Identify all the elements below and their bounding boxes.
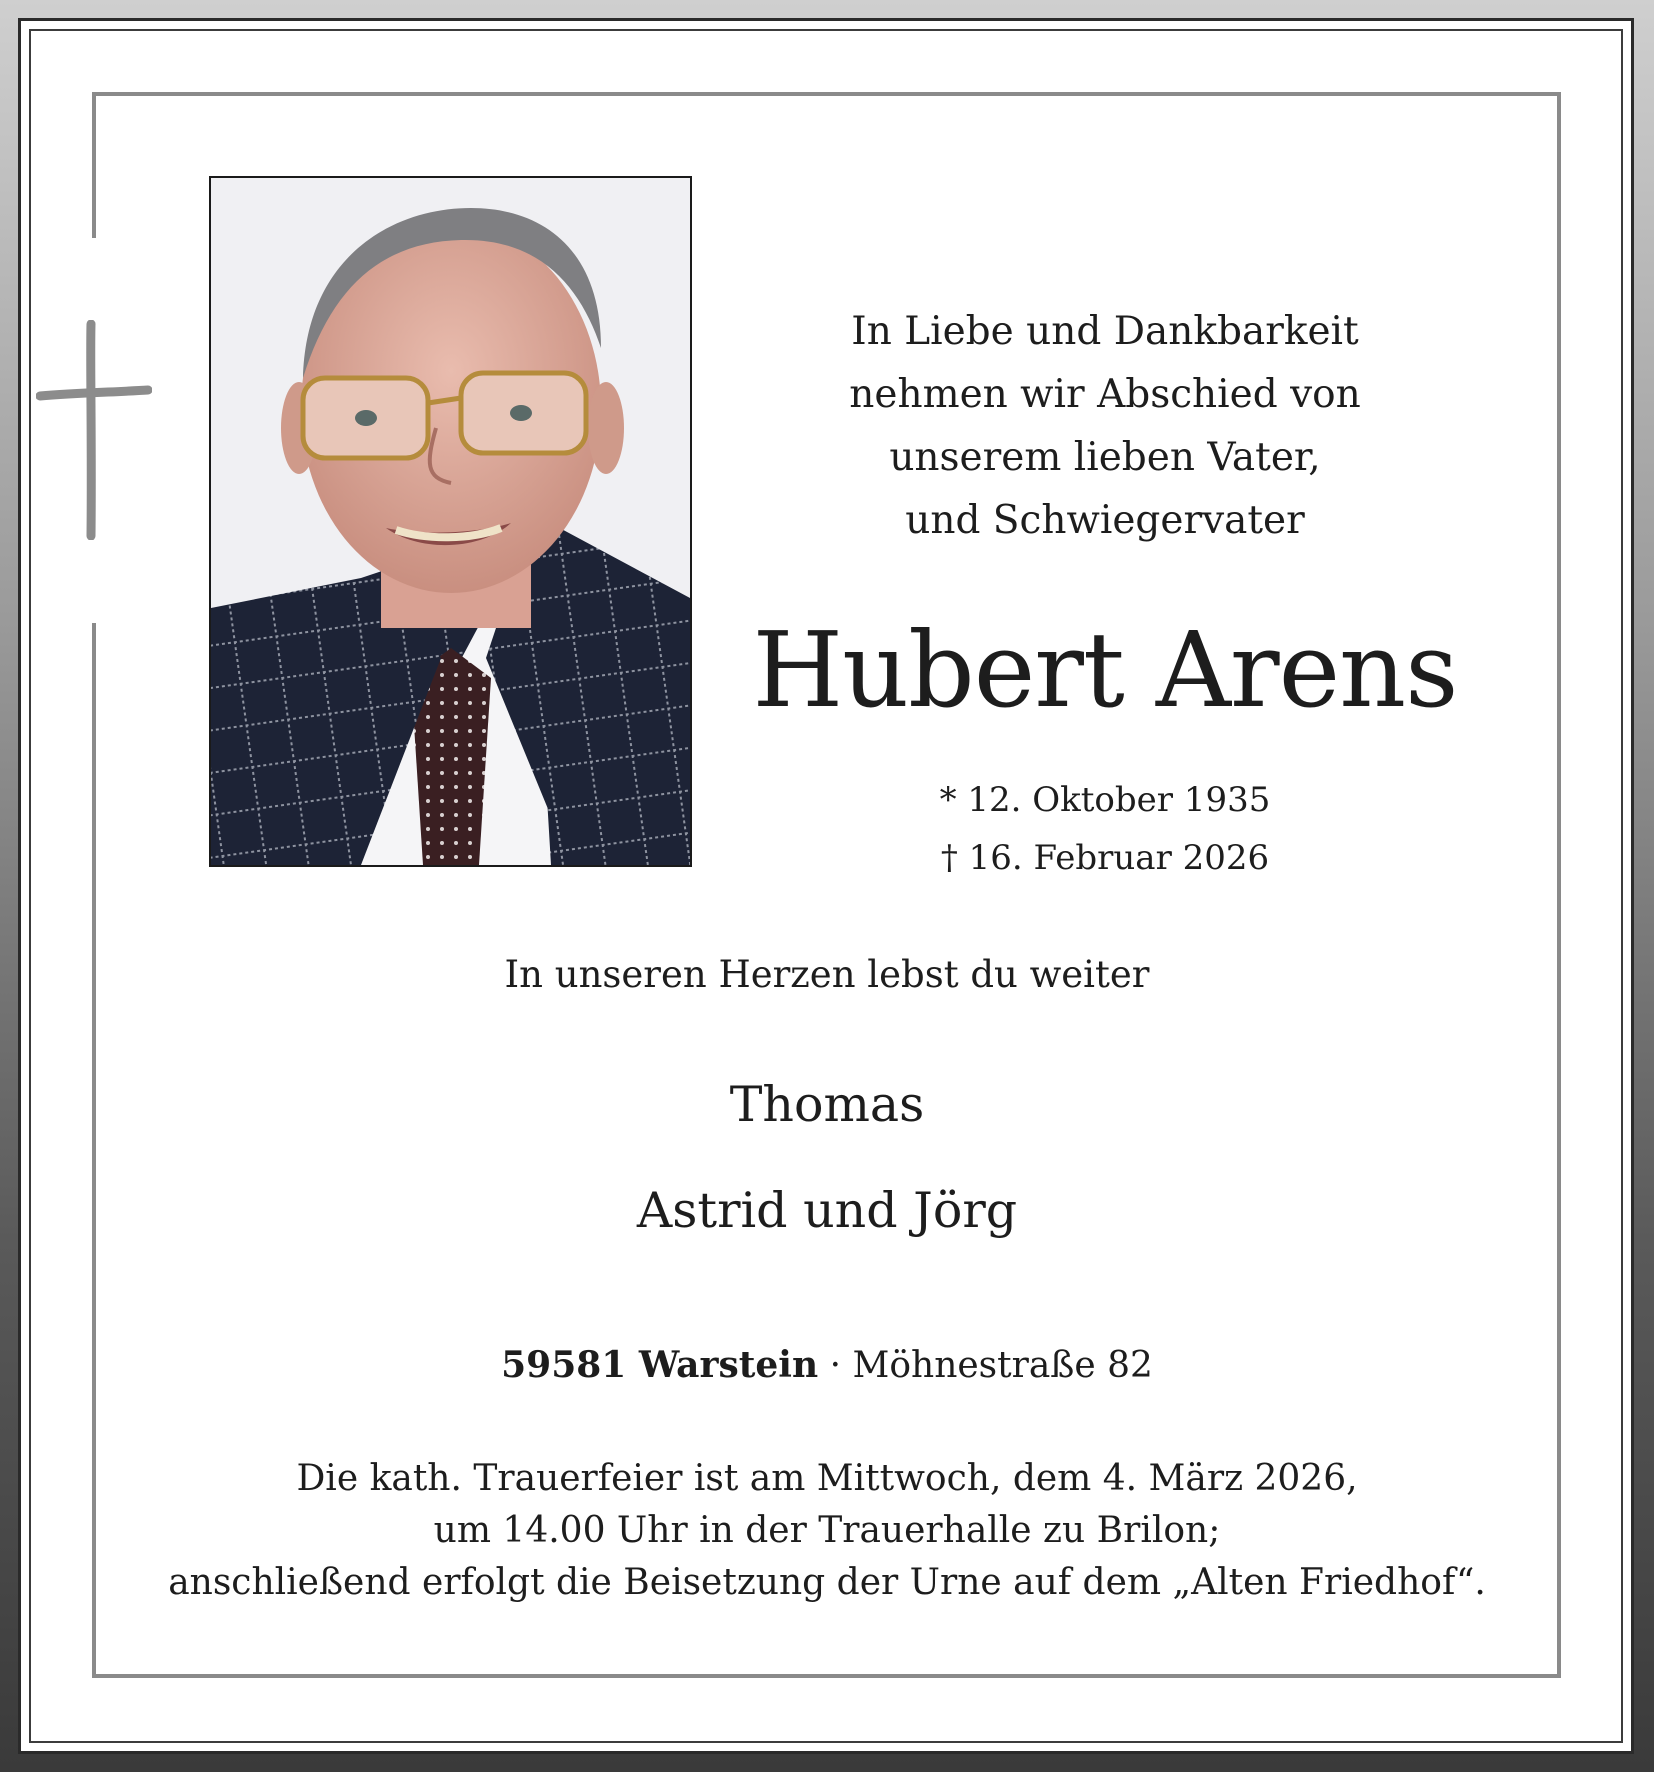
frame-line-bottom [92, 1674, 1561, 1678]
deceased-name: Hubert Arens [752, 609, 1458, 731]
intro-line: In Liebe und Dankbarkeit [851, 309, 1359, 354]
service-line: anschließend erfolgt die Beisetzung der Urne auf dem „Alten Friedhof“. [168, 1562, 1486, 1603]
mourner-name: Thomas [729, 1076, 925, 1133]
intro-text [720, 300, 1490, 552]
intro-line: nehmen wir Abschied von [849, 372, 1361, 417]
service-info [140, 1453, 1514, 1609]
death-date: † 16. Februar 2026 [940, 838, 1270, 878]
frame-line-top [92, 92, 1561, 96]
motto: In unseren Herzen lebst du weiter [504, 953, 1150, 996]
address-city: 59581 Warstein [501, 1344, 819, 1386]
frame-line-left-upper [92, 92, 96, 238]
cross-icon [36, 320, 152, 540]
intro-line: und Schwiegervater [905, 498, 1305, 543]
frame-line-right [1557, 92, 1561, 1678]
address-separator: · [818, 1345, 853, 1386]
birth-date: * 12. Oktober 1935 [939, 780, 1271, 820]
life-dates [750, 771, 1460, 887]
address [300, 1340, 1354, 1391]
portrait-photo [209, 176, 692, 867]
address-street: Möhnestraße 82 [852, 1345, 1153, 1386]
intro-line: unserem lieben Vater, [889, 435, 1321, 480]
service-line: Die kath. Trauerfeier ist am Mittwoch, dem 4. März 2026, [296, 1458, 1358, 1499]
mourner-name: Astrid und Jörg [636, 1182, 1018, 1239]
frame-line-left-lower [92, 623, 96, 1678]
service-line: um 14.00 Uhr in der Trauerhalle zu Brilon; [433, 1510, 1221, 1551]
